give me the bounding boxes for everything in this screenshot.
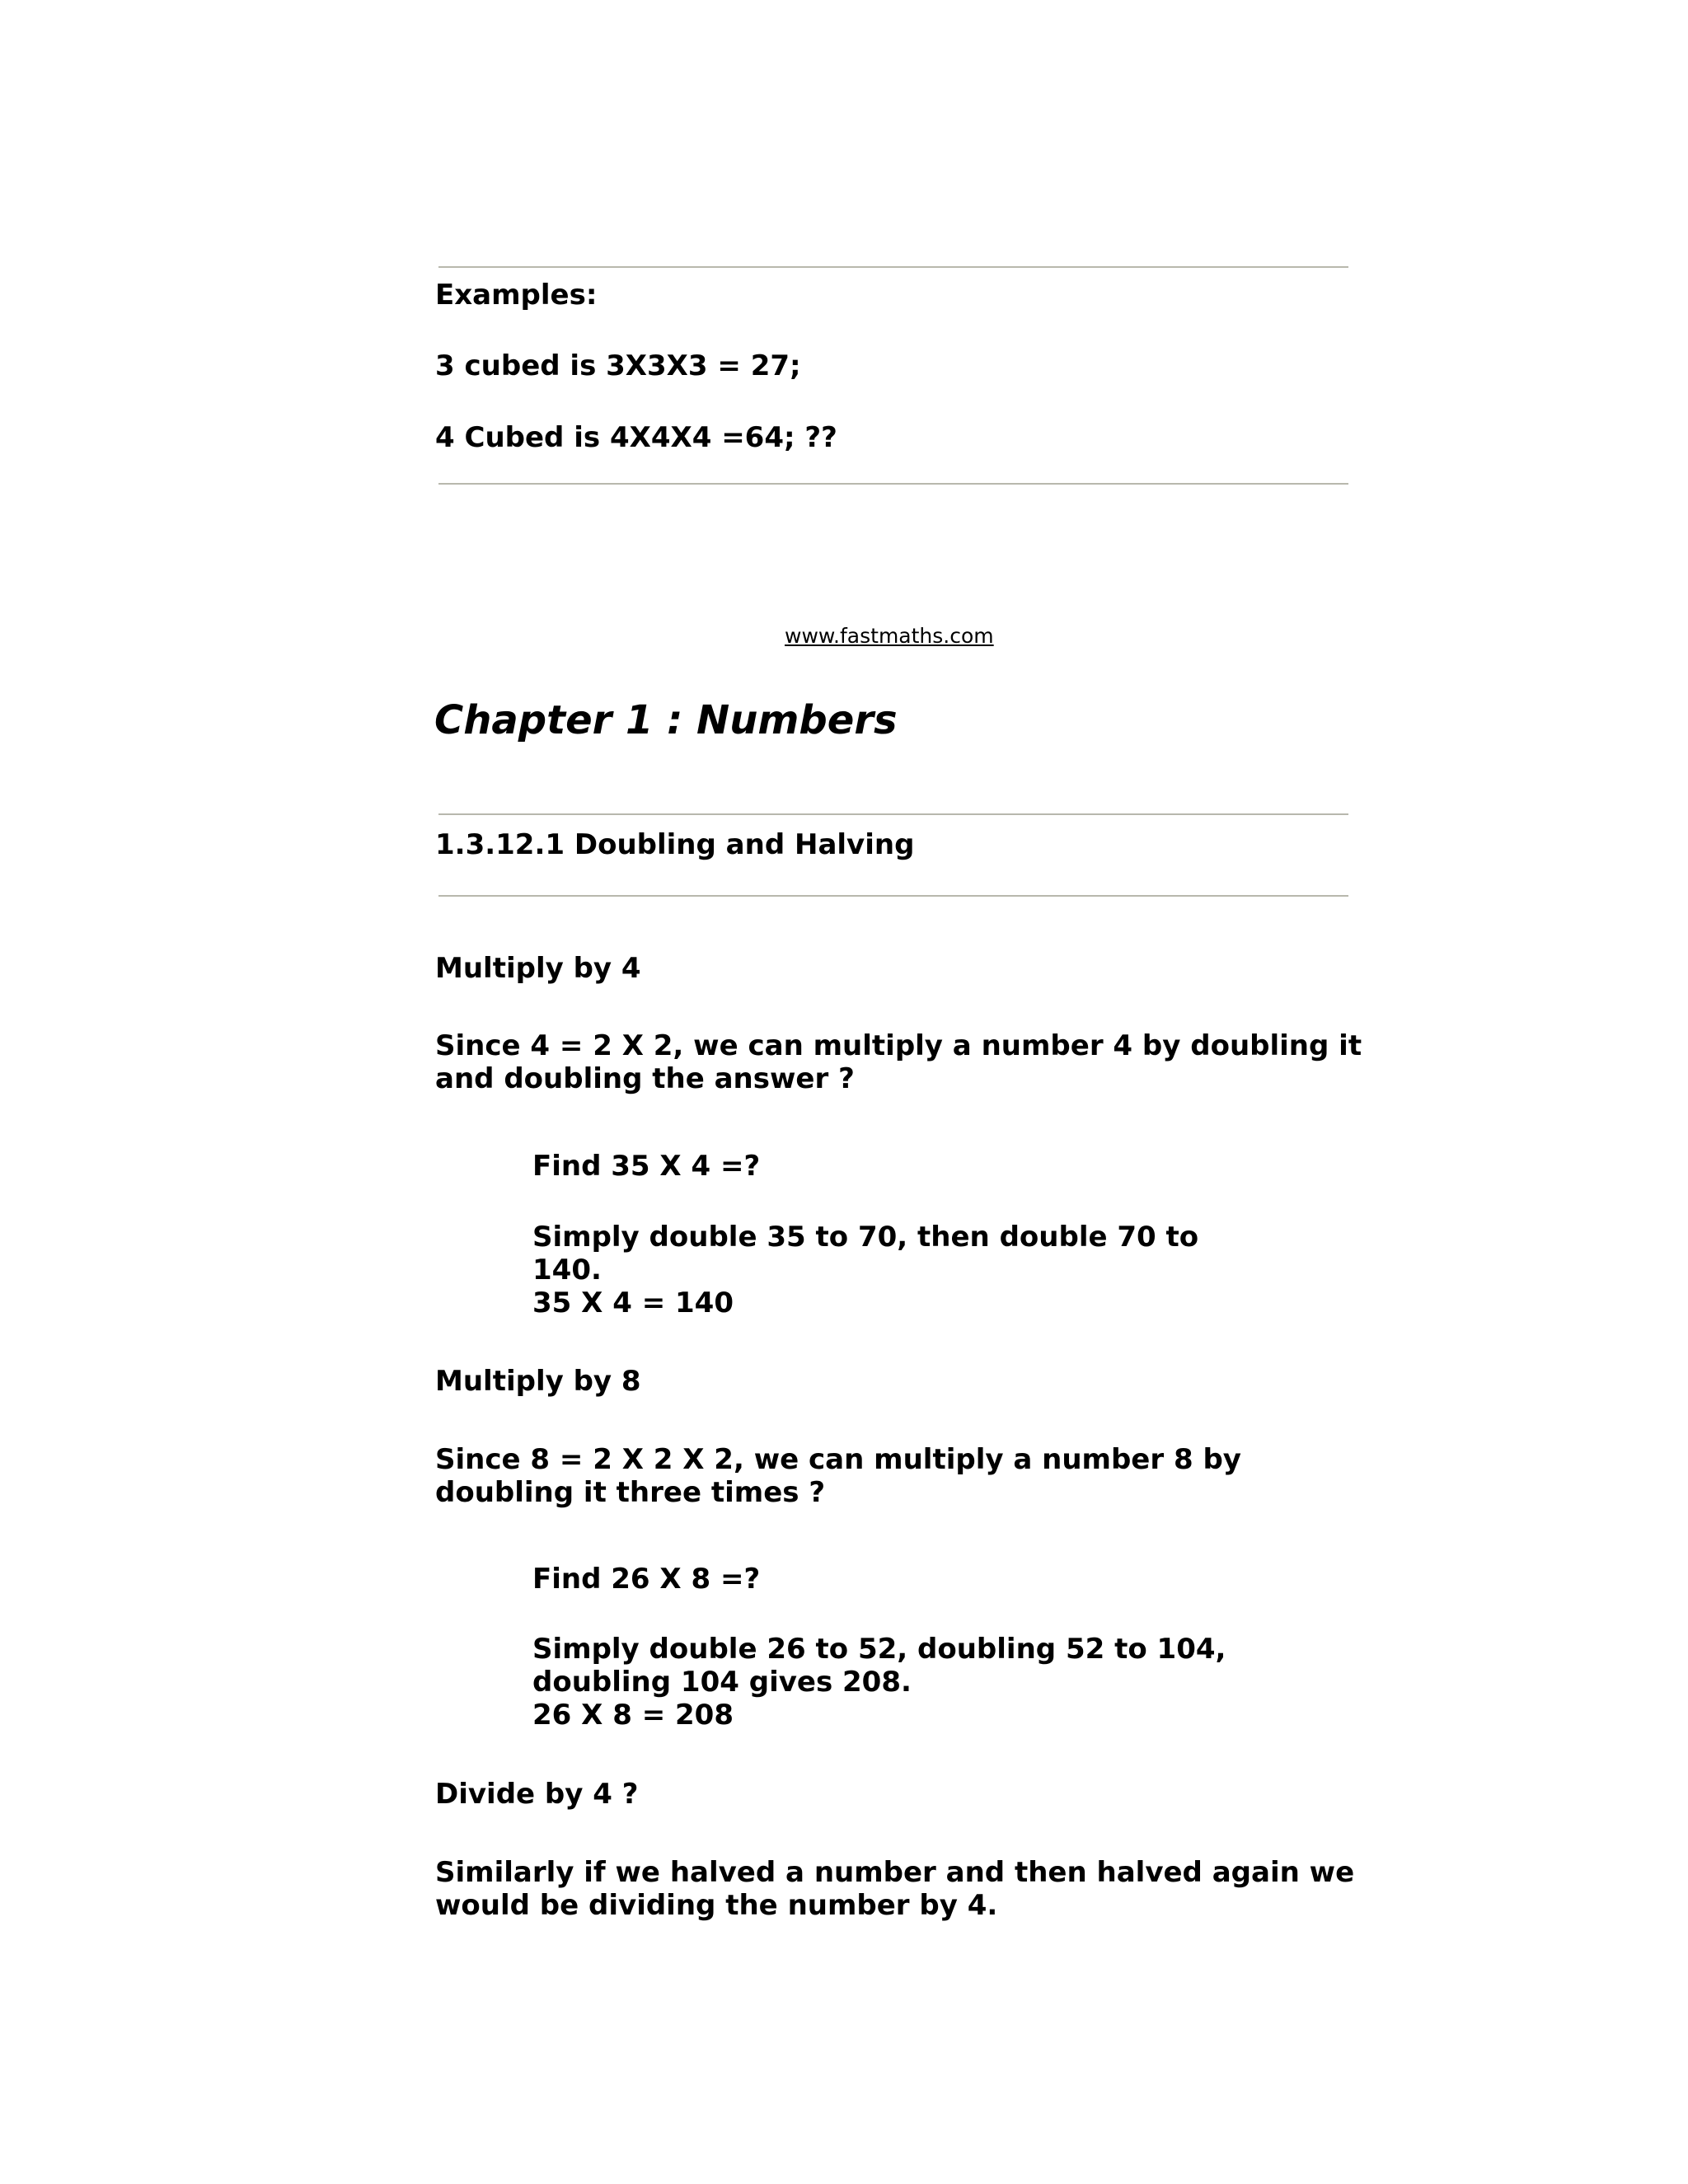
multiply-4-example-line-2: 140. [532, 1254, 602, 1286]
examples-line-2: 4 Cubed is 4X4X4 =64; ?? [435, 421, 837, 454]
multiply-8-text-line-1: Since 8 = 2 X 2 X 2, we can multiply a number 8 by [435, 1443, 1241, 1476]
examples-line-1: 3 cubed is 3X3X3 = 27; [435, 349, 801, 382]
multiply-8-example-line-1: Simply double 26 to 52, doubling 52 to 104, [532, 1633, 1226, 1666]
examples-heading: Examples: [435, 279, 598, 312]
divider-bottom-examples [438, 483, 1348, 485]
multiply-4-example-line-1: Simply double 35 to 70, then double 70 to [532, 1221, 1199, 1254]
multiply-4-text-line-2: and doubling the answer ? [435, 1062, 855, 1095]
site-link[interactable]: www.fastmaths.com [785, 624, 994, 648]
divider-top-examples [438, 266, 1348, 268]
divide-4-heading: Divide by 4 ? [435, 1778, 639, 1811]
multiply-8-heading: Multiply by 8 [435, 1365, 641, 1398]
divide-4-text-line-1: Similarly if we halved a number and then halved again we [435, 1856, 1355, 1889]
multiply-4-heading: Multiply by 4 [435, 952, 641, 985]
multiply-8-example-question: Find 26 X 8 =? [532, 1563, 761, 1596]
multiply-8-text-line-2: doubling it three times ? [435, 1476, 826, 1509]
multiply-8-example-result: 26 X 8 = 208 [532, 1699, 734, 1732]
multiply-4-example-result: 35 X 4 = 140 [532, 1286, 734, 1319]
multiply-8-example-line-2: doubling 104 gives 208. [532, 1666, 912, 1699]
chapter-title: Chapter 1 : Numbers [434, 697, 898, 743]
divide-4-text-line-2: would be dividing the number by 4. [435, 1889, 998, 1922]
divider-top-section [438, 813, 1348, 815]
multiply-4-text-line-1: Since 4 = 2 X 2, we can multiply a number 4 by doubling it [435, 1029, 1362, 1062]
multiply-4-example-question: Find 35 X 4 =? [532, 1150, 761, 1183]
section-title: 1.3.12.1 Doubling and Halving [435, 828, 915, 861]
divider-bottom-section [438, 895, 1348, 897]
